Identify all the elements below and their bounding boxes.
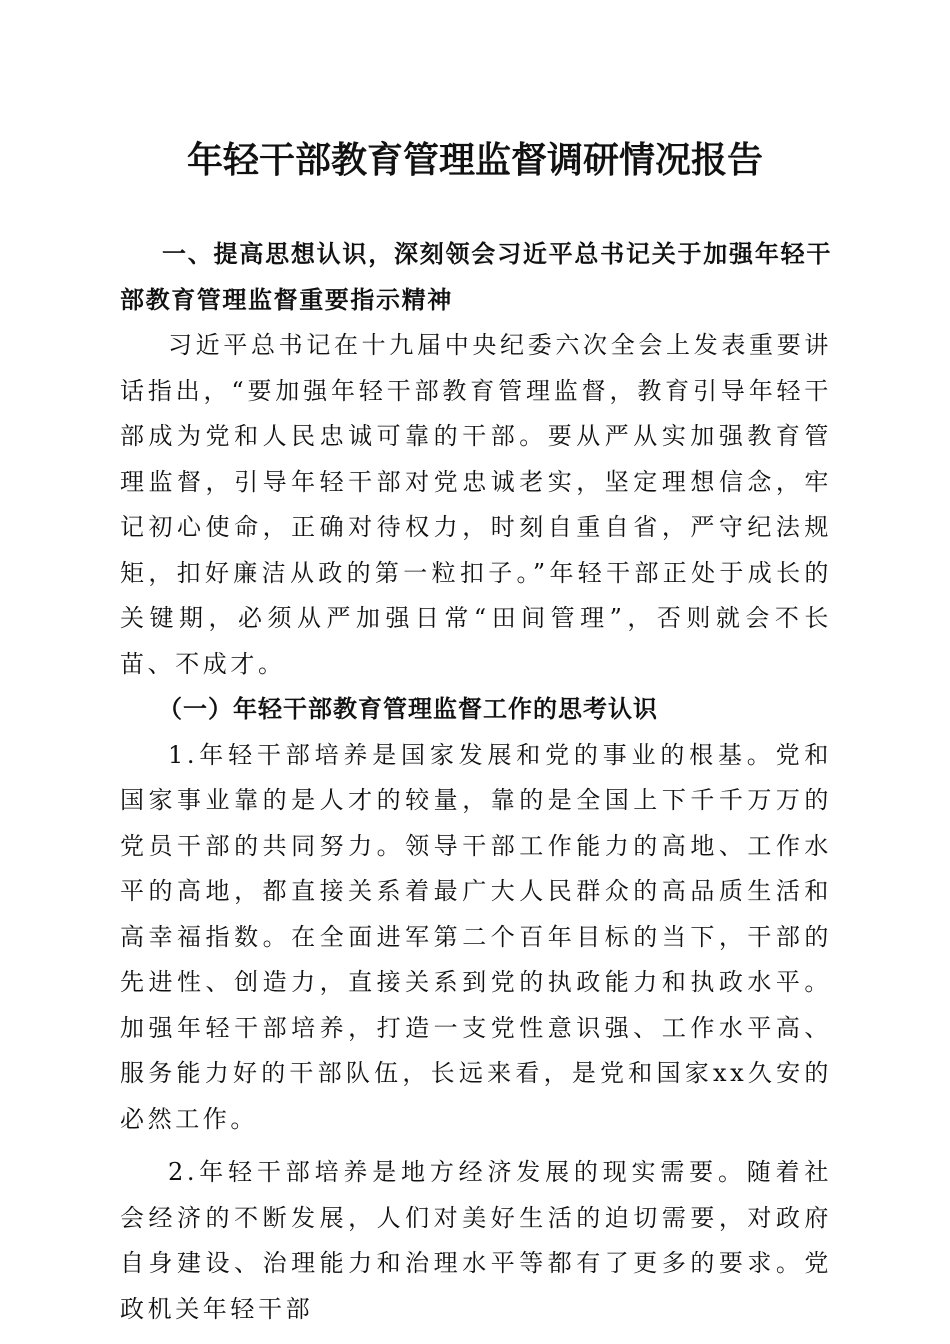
- section-heading: 一、提高思想认识，深刻领会习近平总书记关于加强年轻干部教育管理监督重要指示精神: [120, 240, 832, 314]
- document-title: 年轻干部教育管理监督调研情况报告: [186, 139, 763, 181]
- subsection-heading: （一）年轻干部教育管理监督工作的思考认识: [158, 695, 658, 723]
- document-body: [120, 232, 832, 1332]
- body-paragraph-point-1: 1.年轻干部培养是国家发展和党的事业的根基。党和国家事业靠的是人才的较量，靠的是全国上下千千万万的党员干部的共同努力。领导干部工作能力的高地、工作水平的高地，都直接关系着最广大人民群众的高品质生活和高幸福指数。在全面进军第二个百年目标的当下，干部的先进性、创造力，直接关系到党的执政能力和执政水平。加强年轻干部培养，打造一支党性意识强、工作水平高、服务能力好的干部队伍，长远来看，是党和国家xx久安的必然工作。: [120, 740, 832, 1133]
- body-paragraph: 习近平总书记在十九届中央纪委六次全会上发表重要讲话指出，“要加强年轻干部教育管理监督，教育引导年轻干部成为党和人民忠诚可靠的干部。要从严从实加强教育管理监督，引导年轻干部对党忠诚老实，坚定理想信念，牢记初心使命，正确对待权力，时刻自重自省，严守纪法规矩，扣好廉洁从政的第一粒扣子。”年轻干部正处于成长的关键期，必须从严加强日常“田间管理”，否则就会不长苗、不成才。: [120, 331, 832, 678]
- paragraph-spacer: [120, 1142, 832, 1150]
- body-paragraph-point-2: 2.年轻干部培养是地方经济发展的现实需要。随着社会经济的不断发展，人们对美好生活的迫切需要，对政府自身建设、治理能力和治理水平等都有了更多的要求。党政机关年轻干部: [120, 1158, 832, 1323]
